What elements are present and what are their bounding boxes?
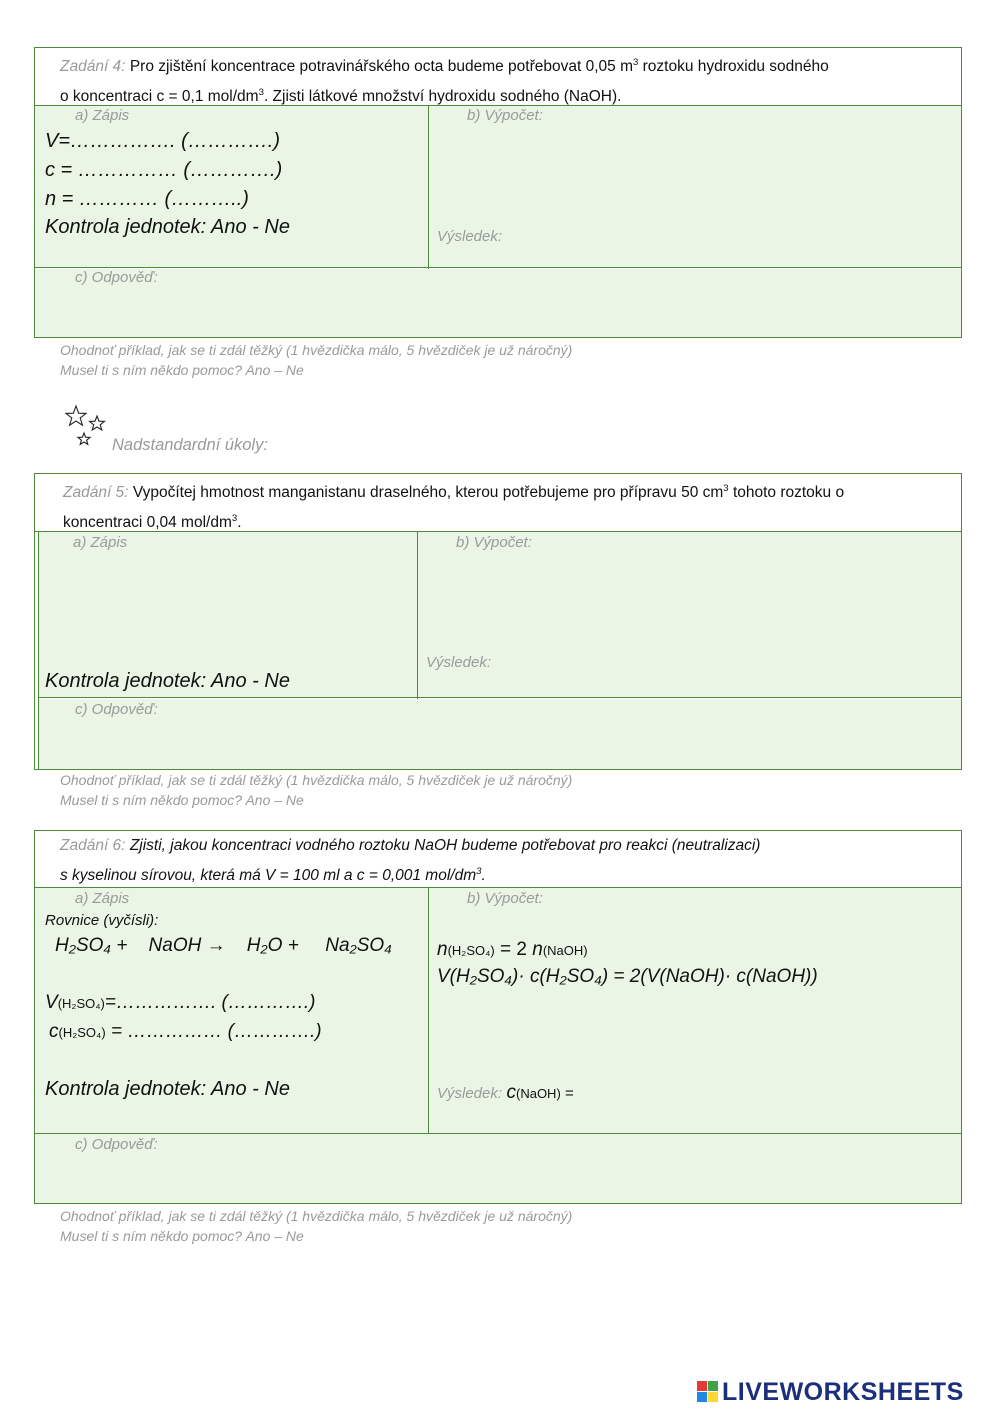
task-6-text-a: Zjisti, jakou koncentraci vodného roztoku NaOH budeme potřebovat pro reakci (neutralizaci) bbox=[129, 837, 761, 854]
task-6-vypocet-label: b) Výpočet: bbox=[467, 890, 543, 907]
task-5-rating: Ohodnoť příklad, jak se ti zdál těžký (1 hvězdička málo, 5 hvězdiček je už náročný) Musel ti s ním někdo pomoc? Ano – Ne bbox=[60, 772, 573, 808]
task-6-calc-line-1: n(H₂SO₄) = 2 n(NaOH) bbox=[437, 939, 588, 960]
task-6-label: Zadání 6: bbox=[60, 837, 126, 854]
task-6-calc-line-2: V(H₂SO₄)· c(H₂SO₄) = 2(V(NaOH)· c(NaOH)) bbox=[437, 966, 818, 987]
task-6-equation: H₂SO₄ + NaOH → H₂O + Na₂SO₄ bbox=[55, 935, 392, 956]
task-4-label: Zadání 4: bbox=[60, 58, 126, 76]
task-6-unit-check: Kontrola jednotek: Ano - Ne bbox=[45, 1078, 290, 1100]
task-5-vypocet-label: b) Výpočet: bbox=[456, 534, 532, 551]
task-6-equation-label: Rovnice (vyčísli): bbox=[45, 912, 159, 929]
task-4-amount-line: n = ………… (………..) bbox=[45, 188, 249, 210]
task-4-vypocet-cell[interactable] bbox=[429, 106, 961, 268]
task-5-label: Zadání 5: bbox=[63, 484, 129, 502]
task-5-zapis-label: a) Zápis bbox=[73, 534, 128, 551]
task-5-text-a: Vypočítej hmotnost manganistanu draselného, kterou potřebujeme pro přípravu 50 cm bbox=[132, 484, 724, 502]
task-5 bbox=[34, 473, 962, 770]
task-4-header: Zadání 4: Pro zjištění koncentrace potravinářského octa budeme potřebovat 0,05 $m^3$ roztoku hydroxidu sodného o koncentraci c = 0,1 mol/$dm^3$. Zjisti látkové množství hydroxidu sodného (NaOH). bbox=[35, 48, 961, 106]
task-6-header: Zadání 6: Zjisti, jakou koncentraci vodného roztoku NaOH budeme potřebovat pro reakci (neutralizaci) s kyselinou sírovou, která má V = 100 ml a c = 0,001 mol/$dm^3$. bbox=[35, 831, 961, 888]
task-5-text-c: koncentraci 0,04 mol/dm bbox=[63, 514, 232, 532]
task-5-vypocet-cell[interactable] bbox=[418, 532, 961, 698]
task-4-answer-label: c) Odpověď: bbox=[75, 269, 158, 286]
task-5-result-label: Výsledek: bbox=[426, 654, 492, 671]
task-4-rating: Ohodnoť příklad, jak se ti zdál těžký (1 hvězdička málo, 5 hvězdiček je už náročný) Musel ti s ním někdo pomoc? Ano – Ne bbox=[60, 342, 573, 378]
task-5-answer-label: c) Odpověď: bbox=[75, 701, 158, 718]
task-5-unit-check: Kontrola jednotek: Ano - Ne bbox=[45, 670, 290, 692]
task-4-odpoved-cell[interactable] bbox=[35, 269, 961, 337]
task-6 bbox=[34, 830, 962, 1204]
task-4-vypocet-label: b) Výpočet: bbox=[467, 107, 543, 124]
task-6-zapis-label: a) Zápis bbox=[75, 890, 130, 907]
task-4-volume-line: V=……………. (………….) bbox=[45, 130, 281, 152]
task-4-unit-check: Kontrola jednotek: Ano - Ne bbox=[45, 216, 290, 238]
task-4-text-a: Pro zjištění koncentrace potravinářského octa budeme potřebovat 0,05 m bbox=[129, 58, 633, 76]
stars-icon bbox=[64, 404, 110, 448]
logo-mark-icon bbox=[697, 1381, 719, 1403]
task-6-result: Výsledek: c(NaOH) = bbox=[437, 1082, 574, 1103]
task-6-odpoved-cell[interactable] bbox=[35, 1134, 961, 1203]
task-6-answer-label: c) Odpověď: bbox=[75, 1136, 158, 1153]
task-4-result-label: Výsledek: bbox=[437, 228, 503, 245]
task-4 bbox=[34, 47, 962, 338]
task-6-volume-line: V(H₂SO₄)=……………. (………….) bbox=[45, 992, 316, 1013]
extra-tasks-title: Nadstandardní úkoly: bbox=[112, 436, 268, 454]
task-6-rating: Ohodnoť příklad, jak se ti zdál těžký (1 hvězdička málo, 5 hvězdiček je už náročný) Musel ti s ním někdo pomoc? Ano – Ne bbox=[60, 1208, 573, 1244]
task-6-concentration-line: c(H₂SO₄) = …………… (………….) bbox=[49, 1021, 322, 1042]
task-5-odpoved-cell[interactable] bbox=[38, 699, 961, 769]
liveworksheets-logo: LIVEWORKSHEETS bbox=[697, 1378, 964, 1407]
task-4-concentration-line: c = …………… (………….) bbox=[45, 159, 283, 181]
task-6-text-b: s kyselinou sírovou, která má V = 100 ml a c = 0,001 mol/dm bbox=[60, 867, 477, 885]
task-4-text-c: o koncentraci c = 0,1 mol/dm bbox=[60, 88, 259, 106]
task-4-zapis-label: a) Zápis bbox=[75, 107, 130, 124]
task-5-header: Zadání 5: Vypočítej hmotnost manganistanu draselného, kterou potřebujeme pro přípravu 50 $cm^3$ tohoto roztoku o koncentraci 0,04 mol/$dm^3$. bbox=[35, 474, 961, 532]
